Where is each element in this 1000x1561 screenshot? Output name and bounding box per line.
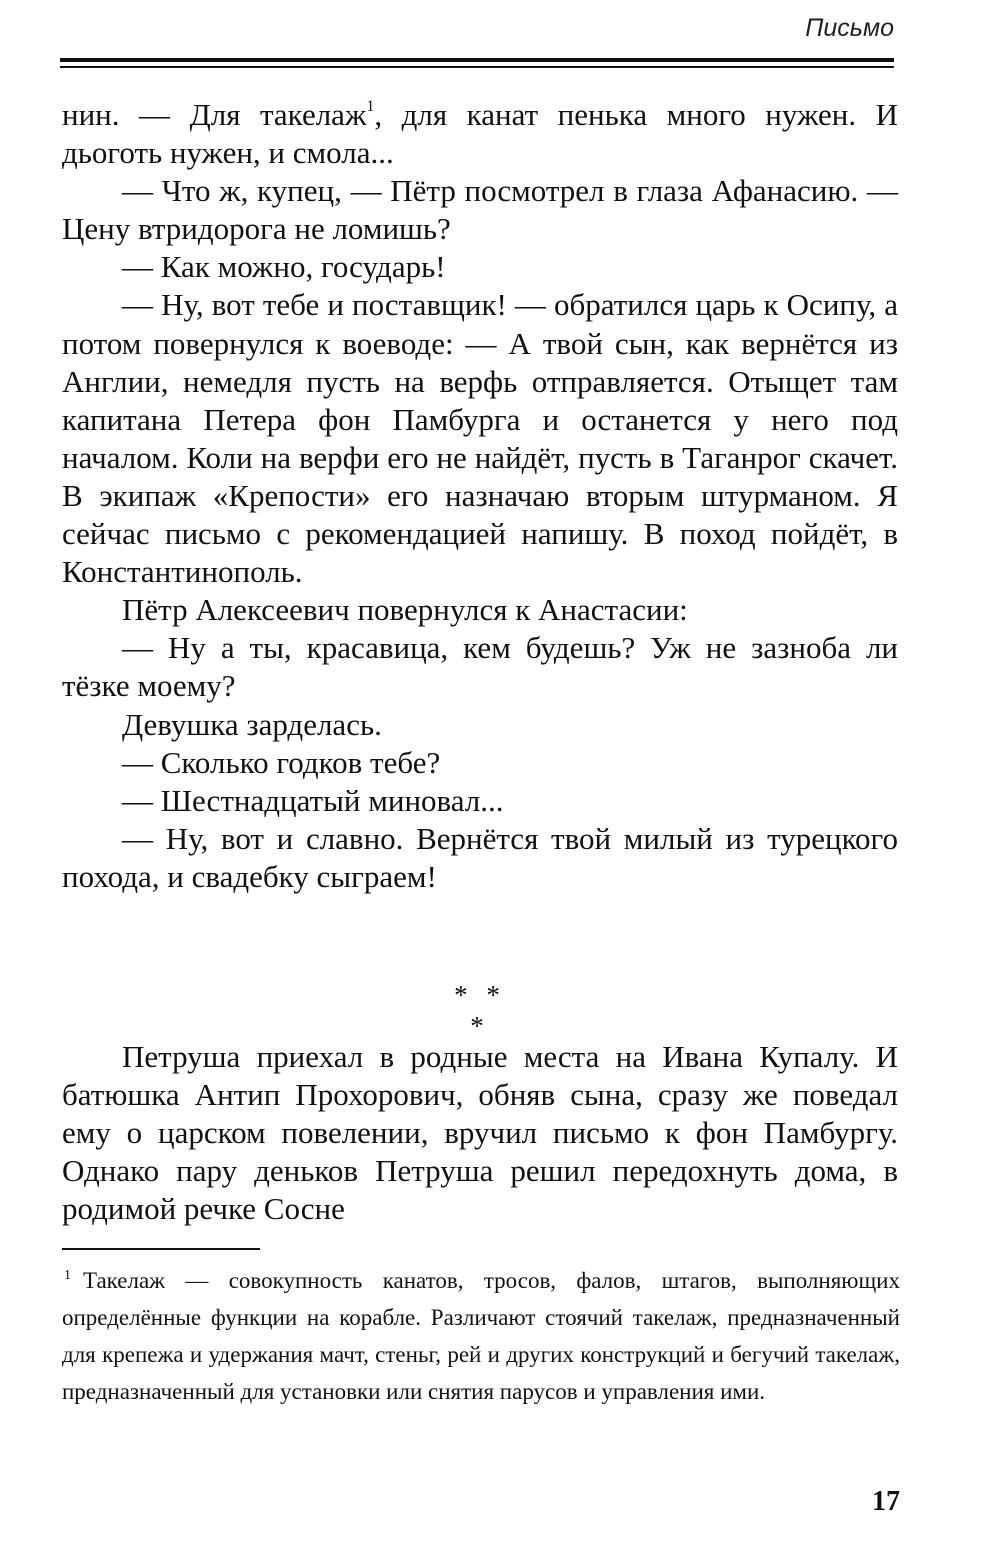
paragraph: — Ну, вот и славно. Вернётся твой милый из турецкого похода, и свадебку сыграем! bbox=[62, 820, 898, 894]
footnote-rule bbox=[62, 1248, 260, 1250]
paragraph: — Сколько годков тебе? bbox=[122, 744, 441, 780]
paragraph-text: нин. — Для такелаж bbox=[62, 97, 367, 132]
paragraph: — Что ж, купец, — Пётр посмотрел в глаза Афанасию. — Цену втридорога не ломишь? bbox=[62, 173, 898, 247]
header-rule-thick bbox=[60, 58, 894, 62]
running-head: Письмо bbox=[805, 14, 894, 42]
paragraph: — Ну а ты, красавица, кем будешь? Уж не зазноба ли тёзке моему? bbox=[62, 630, 898, 704]
footnote-text: Такелаж — совокупность канатов, тросов, фалов, штагов, выполняющих определённые функции на корабле. Различают стоячий такелаж, предназначенный для крепежа и удержания мачт, стеньг, рей и других конструкций и бегучий такелаж, предназначенный для установки или снятия парусов и управления ими. bbox=[62, 1268, 900, 1404]
paragraph: — Шестнадцатый миновал... bbox=[122, 782, 504, 818]
paragraph: — Как можно, государь! bbox=[122, 249, 446, 285]
header-rule-thin bbox=[60, 66, 894, 68]
footnote-number: 1 bbox=[64, 1268, 71, 1283]
footnote bbox=[62, 1262, 900, 1410]
paragraph bbox=[62, 96, 898, 172]
page-number: 17 bbox=[872, 1486, 900, 1517]
main-text bbox=[62, 96, 898, 896]
paragraph: Девушка зарделась. bbox=[122, 706, 382, 742]
paragraph: — Ну, вот тебе и поставщик! — обратился царь к Осипу, а потом повернулся к воеводе: — А твой сын, как вернётся из Англии, немедля пусть на верфь отправляется. Отыщет там капитана Петера фон Памбурга и останется у него под началом. Коли на верфи его не найдёт, пусть в Таганрог скачет. В экипаж «Крепости» его назначаю вторым штурманом. Я сейчас письмо с рекомендацией напишу. В поход пойдёт, в Константинополь. bbox=[62, 287, 898, 590]
footnote-paragraph bbox=[62, 1262, 900, 1410]
section-separator: * * * bbox=[454, 980, 506, 1041]
paragraph: Петруша приехал в родные места на Ивана Купалу. И батюшка Антип Прохорович, обняв сына, сразу же поведал ему о царском повелении, вручил письмо к фон Памбургу. Однако пару деньков Петруша решил передохнуть дома, в родимой речке Сосне bbox=[62, 1039, 898, 1227]
footnote-ref[interactable]: 1 bbox=[366, 98, 375, 115]
main-text-2 bbox=[62, 1038, 898, 1228]
paragraph-text-tail: , для канат пенька много нужен. И дьоготь нужен, и смола... bbox=[62, 97, 899, 171]
paragraph: Пётр Алексеевич повернулся к Анастасии: bbox=[122, 592, 688, 628]
